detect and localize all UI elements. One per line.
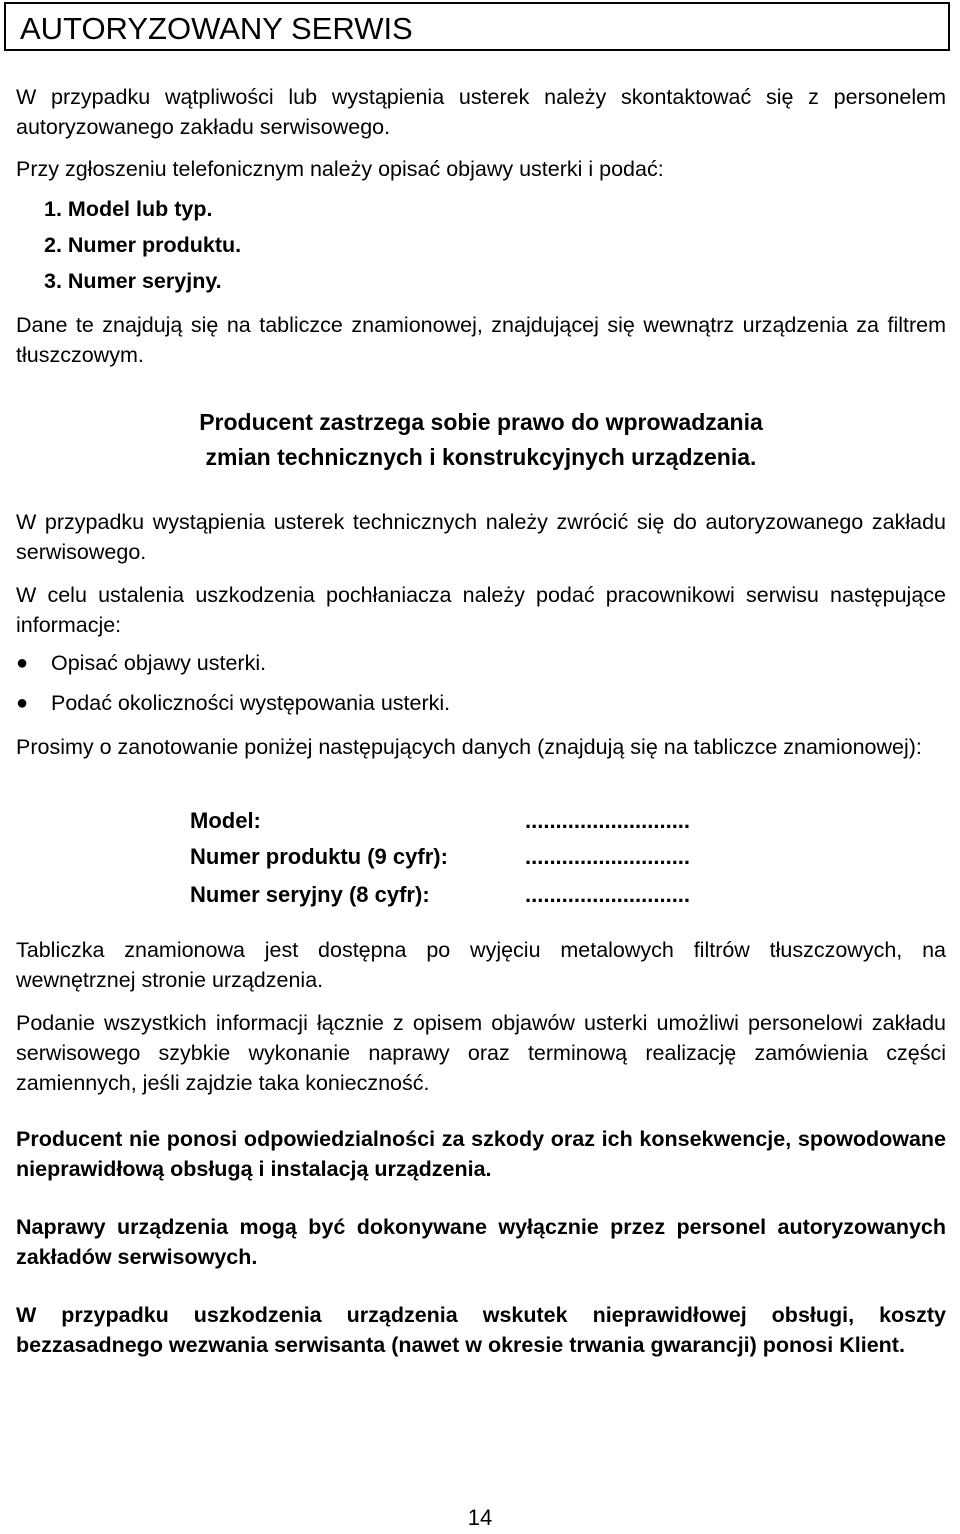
- disclaimer-line-1: Producent zastrzega sobie prawo do wprowadzania: [199, 409, 763, 435]
- list-item-model: 1. Model lub typ.: [44, 197, 213, 221]
- costs-paragraph: W przypadku uszkodzenia urządzenia wskutek nieprawidłowej obsługi, koszty bezzasadnego wezwania serwisanta (nawet w okresie trwania gwarancji) ponosi Klient.: [16, 1303, 946, 1357]
- request-note-paragraph: Prosimy o zanotowanie poniżej następujących danych (znajdują się na tabliczce znamionowej):: [16, 735, 922, 759]
- list-item-product-number: 2. Numer produktu.: [44, 233, 242, 257]
- bullet-text: Opisać objawy usterki.: [51, 651, 267, 675]
- damage-info-paragraph: W celu ustalenia uszkodzenia pochłaniacza należy podać pracownikowi serwisu następujące informacje:: [16, 583, 946, 637]
- authorized-repairs-paragraph: Naprawy urządzenia mogą być dokonywane wyłącznie przez personel autoryzowanych zakładów serwisowych.: [16, 1215, 946, 1269]
- bullet-icon: ●: [16, 692, 29, 714]
- intro-paragraph: W przypadku wątpliwości lub wystąpienia usterek należy skontaktować się z personelem autoryzowanego zakładu serwisowego.: [16, 85, 946, 139]
- plate-access-paragraph: Tabliczka znamionowa jest dostępna po wyjęciu metalowych filtrów tłuszczowych, na wewnętrznej stronie urządzenia.: [16, 938, 946, 992]
- bullet-text: Podać okoliczności występowania usterki.: [51, 691, 451, 715]
- disclaimer-line-2: zmian technicznych i konstrukcyjnych urządzenia.: [205, 444, 757, 470]
- form-field-serial-number: ...........................: [525, 882, 691, 907]
- plate-location-paragraph: Dane te znajdują się na tabliczce znamionowej, znajdującej się wewnątrz urządzenia za filtrem tłuszczowym.: [16, 313, 946, 367]
- form-field-product-number: ...........................: [525, 844, 691, 869]
- benefit-paragraph: Podanie wszystkich informacji łącznie z opisem objawów usterki umożliwi personelowi zakładu serwisowego szybkie wykonanie naprawy oraz terminową realizację zamówienia części zamiennych, jeśli zajdzie taka konieczność.: [16, 1011, 946, 1095]
- form-label-serial-number: Numer seryjny (8 cyfr):: [190, 882, 430, 907]
- page-title: AUTORYZOWANY SERWIS: [4, 2, 950, 51]
- technical-faults-paragraph: W przypadku wystąpienia usterek technicznych należy zwrócić się do autoryzowanego zakładu serwisowego.: [16, 510, 946, 564]
- list-item-serial-number: 3. Numer seryjny.: [44, 269, 222, 293]
- liability-paragraph: Producent nie ponosi odpowiedzialności za szkody oraz ich konsekwencje, spowodowane nieprawidłową obsługą i instalacją urządzenia.: [16, 1127, 946, 1181]
- bullet-icon: ●: [16, 652, 29, 674]
- page-number: 14: [467, 1505, 493, 1530]
- form-field-model: ...........................: [525, 808, 691, 833]
- form-label-product-number: Numer produktu (9 cyfr):: [190, 844, 448, 869]
- phone-report-paragraph: Przy zgłoszeniu telefonicznym należy opisać objawy usterki i podać:: [16, 157, 664, 181]
- form-label-model: Model:: [190, 808, 261, 833]
